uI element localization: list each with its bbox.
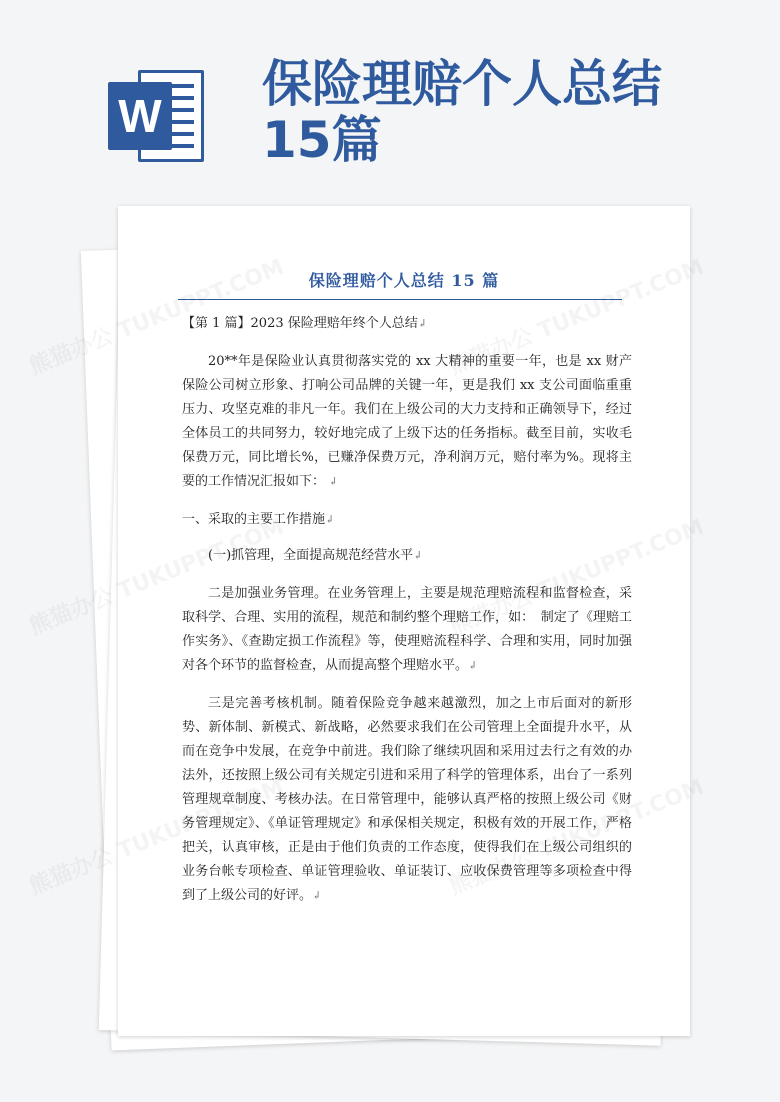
heading: 一、采取的主要工作措施↲ (182, 512, 335, 527)
paragraph: 三是完善考核机制。随着保险竞争越来越激烈，加之上市后面对的新形势、新体制、新模式、新战略，必然要求我们在公司管理上全面提升水平，从而在竞争中发展，在竞争中前进。我们除了继续巩固和采用过去行之有效的办法外，还按照上级公司有关规定引进和采用了科学的管理体系，出台了一系列管理规章制度、考核办法。在日常管理中，能够认真严格的按照上级公司《财务管理规定》、《单证管理规定》和承保相关规定，积极有效的开展工作，严格把关，认真审核，正是由于他们负责的工作态度，使得我们在上级公司组织的业务台帐专项检查、单证管理验收、单证装订、应收保费管理等多项检查中得到了上级公司的好评。↲ (182, 696, 632, 903)
paragraph-mark-icon: ↲ (325, 513, 335, 526)
page-title: 保险理赔个人总结15篇 (262, 55, 662, 169)
paragraph: 二是加强业务管理。在业务管理上，主要是规范理赔流程和监督检查，采取科学、合理、实用的流程，规范和制约整个理赔工作，如： 制定了《理赔工作实务》、《查勘定损工作流程》等，使理赔流程科学、合理和实用，同时加强对各个环节的监督检查，从而提高整个理赔水平。↲ (182, 586, 632, 673)
paragraph-mark-icon: ↲ (312, 889, 322, 902)
paragraph: 20**年是保险业认真贯彻落实党的 xx 大精神的重要一年，也是 xx 财产保险公司树立形象、打响公司品牌的关键一年，更是我们 xx 支公司面临重重压力、攻坚克难的非凡一年。我们在上级公司的大力支持和正确领导下，经过全体员工的共同努力，较好地完成了上级下达的任务指标。截至目前，实收毛保费万元，同比增长%，已赚净保费万元，净利润万元，赔付率为%。现将主要的工作情况汇报如下： ↲ (182, 354, 632, 489)
document-page (118, 206, 690, 1036)
subheading: (一)抓管理，全面提高规范经营水平↲ (208, 548, 423, 563)
word-document-icon (108, 70, 208, 162)
document-title: 保险理赔个人总结 15 篇 (308, 271, 500, 290)
title-divider (178, 299, 622, 300)
paragraph-mark-icon: ↲ (417, 317, 427, 330)
word-w-badge: W (108, 82, 172, 150)
paragraph-mark-icon: ↲ (325, 475, 338, 488)
paragraph-mark-icon: ↲ (413, 549, 423, 562)
document-body (182, 312, 632, 908)
paragraph-mark-icon: ↲ (468, 659, 478, 672)
section-heading: 【第 1 篇】2023 保险理赔年终个人总结↲ (182, 316, 427, 331)
